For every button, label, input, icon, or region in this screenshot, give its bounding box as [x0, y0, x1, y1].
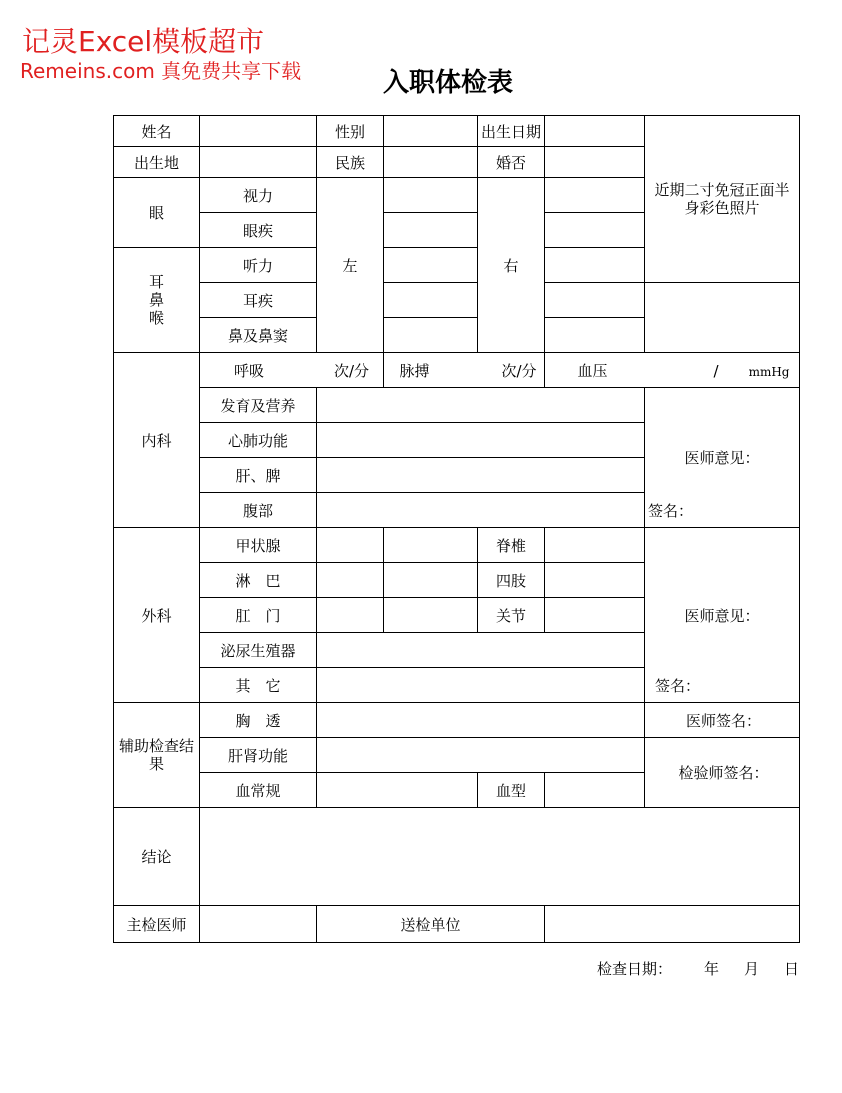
ethnicity-label: 民族 [317, 147, 384, 178]
lab-sign-cell[interactable] [645, 738, 800, 808]
abdomen-label: 腹部 [200, 493, 317, 528]
aux-exam-text: 辅助检查结果 [118, 737, 194, 773]
pulse-unit: 次/分 [501, 361, 537, 380]
ethnicity-field[interactable] [384, 147, 478, 178]
eye-disease-left-field[interactable] [384, 213, 478, 248]
chest-xray-label: 胸 透 [200, 703, 317, 738]
check-date-year: 年 [704, 960, 720, 978]
blood-routine-field[interactable] [317, 773, 478, 808]
other-field[interactable] [317, 668, 645, 703]
name-field[interactable] [200, 116, 317, 147]
heart-lung-field[interactable] [317, 423, 645, 458]
birth-date-field[interactable] [545, 116, 645, 147]
chest-xray-field[interactable] [317, 703, 645, 738]
chief-doctor-field[interactable] [200, 906, 317, 943]
heart-lung-label: 心肺功能 [200, 423, 317, 458]
abdomen-field[interactable] [317, 493, 645, 528]
internal-doctor-opinion-label: 医师意见： [684, 449, 760, 467]
marital-field[interactable] [545, 147, 645, 178]
blood-pressure-unit: mmHg [748, 364, 790, 379]
sending-unit-field[interactable] [545, 906, 800, 943]
doctor-sign-label: 医师签名： [685, 711, 761, 730]
internal-doctor-opinion-cell[interactable] [645, 388, 800, 528]
left-label: 左 [317, 178, 384, 353]
photo-box[interactable] [645, 116, 800, 283]
birthplace-label: 出生地 [114, 147, 200, 178]
physical-exam-form [113, 115, 800, 943]
watermark-line-1: 记灵Excel模板超市 [22, 25, 265, 58]
surgery-signature-label: 签名： [655, 677, 701, 695]
limbs-field[interactable] [545, 563, 645, 598]
liver-spleen-field[interactable] [317, 458, 645, 493]
ear-disease-right-field[interactable] [545, 283, 645, 318]
blood-pressure-slash: / [713, 361, 719, 380]
ear-disease-left-field[interactable] [384, 283, 478, 318]
other-label: 其 它 [200, 668, 317, 703]
thyroid-label: 甲状腺 [200, 528, 317, 563]
nose-sinus-label: 鼻及鼻窦 [200, 318, 317, 353]
spine-label: 脊椎 [478, 528, 545, 563]
joints-label: 关节 [478, 598, 545, 633]
urogenital-field[interactable] [317, 633, 645, 668]
eye-label: 眼 [114, 178, 200, 248]
watermark-line-2: Remeins.com 真免费共享下载 [20, 59, 302, 83]
development-field[interactable] [317, 388, 645, 423]
internal-signature-label: 签名： [648, 502, 694, 520]
right-label: 右 [478, 178, 545, 353]
ent-text: 耳鼻喉 [148, 273, 164, 327]
ear-disease-label: 耳疾 [200, 283, 317, 318]
anus-field-2[interactable] [384, 598, 478, 633]
urogenital-label: 泌尿生殖器 [200, 633, 317, 668]
photo-instruction: 近期二寸免冠正面半身彩色照片 [654, 181, 790, 217]
hearing-right-field[interactable] [545, 248, 645, 283]
hearing-left-field[interactable] [384, 248, 478, 283]
surgery-doctor-opinion-cell[interactable] [645, 528, 800, 703]
blood-pressure-label: 血压 [577, 361, 608, 380]
pulse-label: 脉搏 [399, 361, 430, 380]
liver-kidney-field[interactable] [317, 738, 645, 773]
check-date-month: 月 [744, 960, 760, 978]
check-date-day: 日 [784, 960, 800, 978]
limbs-label: 四肢 [478, 563, 545, 598]
ent-label [114, 248, 200, 353]
aux-exam-label [114, 703, 200, 808]
vision-left-field[interactable] [384, 178, 478, 213]
respiration-cell[interactable] [200, 353, 384, 388]
marital-label: 婚否 [478, 147, 545, 178]
thyroid-field-1[interactable] [317, 528, 384, 563]
spine-field[interactable] [545, 528, 645, 563]
sending-unit-label: 送检单位 [317, 906, 545, 943]
lab-sign-label: 检验师签名： [678, 764, 769, 782]
gender-field[interactable] [384, 116, 478, 147]
doctor-sign-cell[interactable] [645, 703, 800, 738]
nose-sinus-left-field[interactable] [384, 318, 478, 353]
blood-type-label: 血型 [478, 773, 545, 808]
chief-doctor-label: 主检医师 [114, 906, 200, 943]
thyroid-field-2[interactable] [384, 528, 478, 563]
lymph-field-2[interactable] [384, 563, 478, 598]
hearing-label: 听力 [200, 248, 317, 283]
nose-sinus-right-field[interactable] [545, 318, 645, 353]
check-date-label: 检查日期： [597, 960, 673, 978]
birth-date-label: 出生日期 [478, 116, 545, 147]
blood-routine-label: 血常规 [200, 773, 317, 808]
vision-label: 视力 [200, 178, 317, 213]
internal-medicine-label: 内科 [114, 353, 200, 528]
blood-pressure-cell[interactable] [545, 353, 800, 388]
liver-spleen-label: 肝、脾 [200, 458, 317, 493]
eye-disease-label: 眼疾 [200, 213, 317, 248]
lymph-field-1[interactable] [317, 563, 384, 598]
liver-kidney-label: 肝肾功能 [200, 738, 317, 773]
check-date-line [597, 958, 799, 979]
vision-right-field[interactable] [545, 178, 645, 213]
anus-label: 肛 门 [200, 598, 317, 633]
name-label: 姓名 [114, 116, 200, 147]
surgery-doctor-opinion-label: 医师意见： [684, 606, 760, 625]
form-title: 入职体检表 [383, 68, 514, 98]
joints-field[interactable] [545, 598, 645, 633]
conclusion-field[interactable] [200, 808, 800, 906]
respiration-label: 呼吸 [233, 361, 264, 380]
gender-label: 性别 [317, 116, 384, 147]
blood-type-field[interactable] [545, 773, 645, 808]
respiration-unit: 次/分 [333, 361, 370, 380]
photo-bottom-cell [645, 283, 800, 353]
pulse-cell[interactable] [384, 353, 545, 388]
anus-field-1[interactable] [317, 598, 384, 633]
lymph-label: 淋 巴 [200, 563, 317, 598]
eye-disease-right-field[interactable] [545, 213, 645, 248]
development-label: 发育及营养 [200, 388, 317, 423]
birthplace-field[interactable] [200, 147, 317, 178]
surgery-label: 外科 [114, 528, 200, 703]
conclusion-label: 结论 [114, 808, 200, 906]
